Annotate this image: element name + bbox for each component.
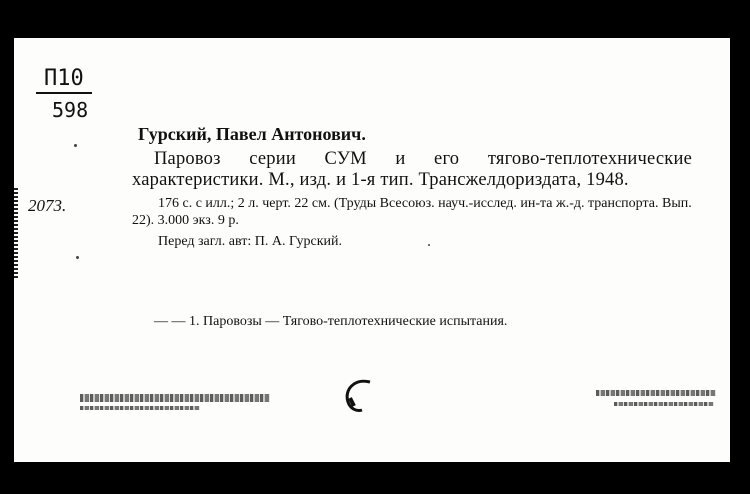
- speck: [428, 244, 430, 246]
- physical-description: [132, 195, 692, 229]
- speck: [76, 256, 79, 259]
- shelfmark-top: П10: [36, 68, 92, 94]
- note-text: Перед загл. авт: П. А. Гурский.: [158, 234, 343, 249]
- punch-hole-mark: [340, 376, 380, 416]
- scan-artifact-left-2: [80, 406, 200, 410]
- bibliographic-record: [132, 124, 692, 250]
- shelfmark-bottom: 598: [52, 98, 89, 122]
- title-imprint: Паровоз серии СУМ и его тягово-теплотехнические характеристики. М., изд. и 1-я тип. Трансжелдориздата, 1948.: [132, 149, 692, 190]
- subject-heading: — — 1. Паровозы — Тягово-теплотехнические испытания.: [154, 314, 508, 329]
- scan-artifact-right-2: [614, 402, 714, 406]
- scan-artifact-right: [596, 390, 716, 396]
- shelfmark: [36, 68, 92, 120]
- note: [132, 233, 692, 250]
- speck: [74, 144, 77, 147]
- author-heading: Гурский, Павел Антонович.: [138, 124, 366, 144]
- physical-description-text: 176 с. с илл.; 2 л. черт. 22 см. (Труды Всесоюз. науч.-исслед. ин-та ж.-д. транспорта. Вып. 22). 3.000 экз. 9 р.: [132, 196, 692, 228]
- scan-artifact-left: [80, 394, 270, 402]
- card-edge: [14, 188, 18, 278]
- catalog-card: [14, 38, 730, 462]
- inventory-number: 2073.: [28, 196, 67, 215]
